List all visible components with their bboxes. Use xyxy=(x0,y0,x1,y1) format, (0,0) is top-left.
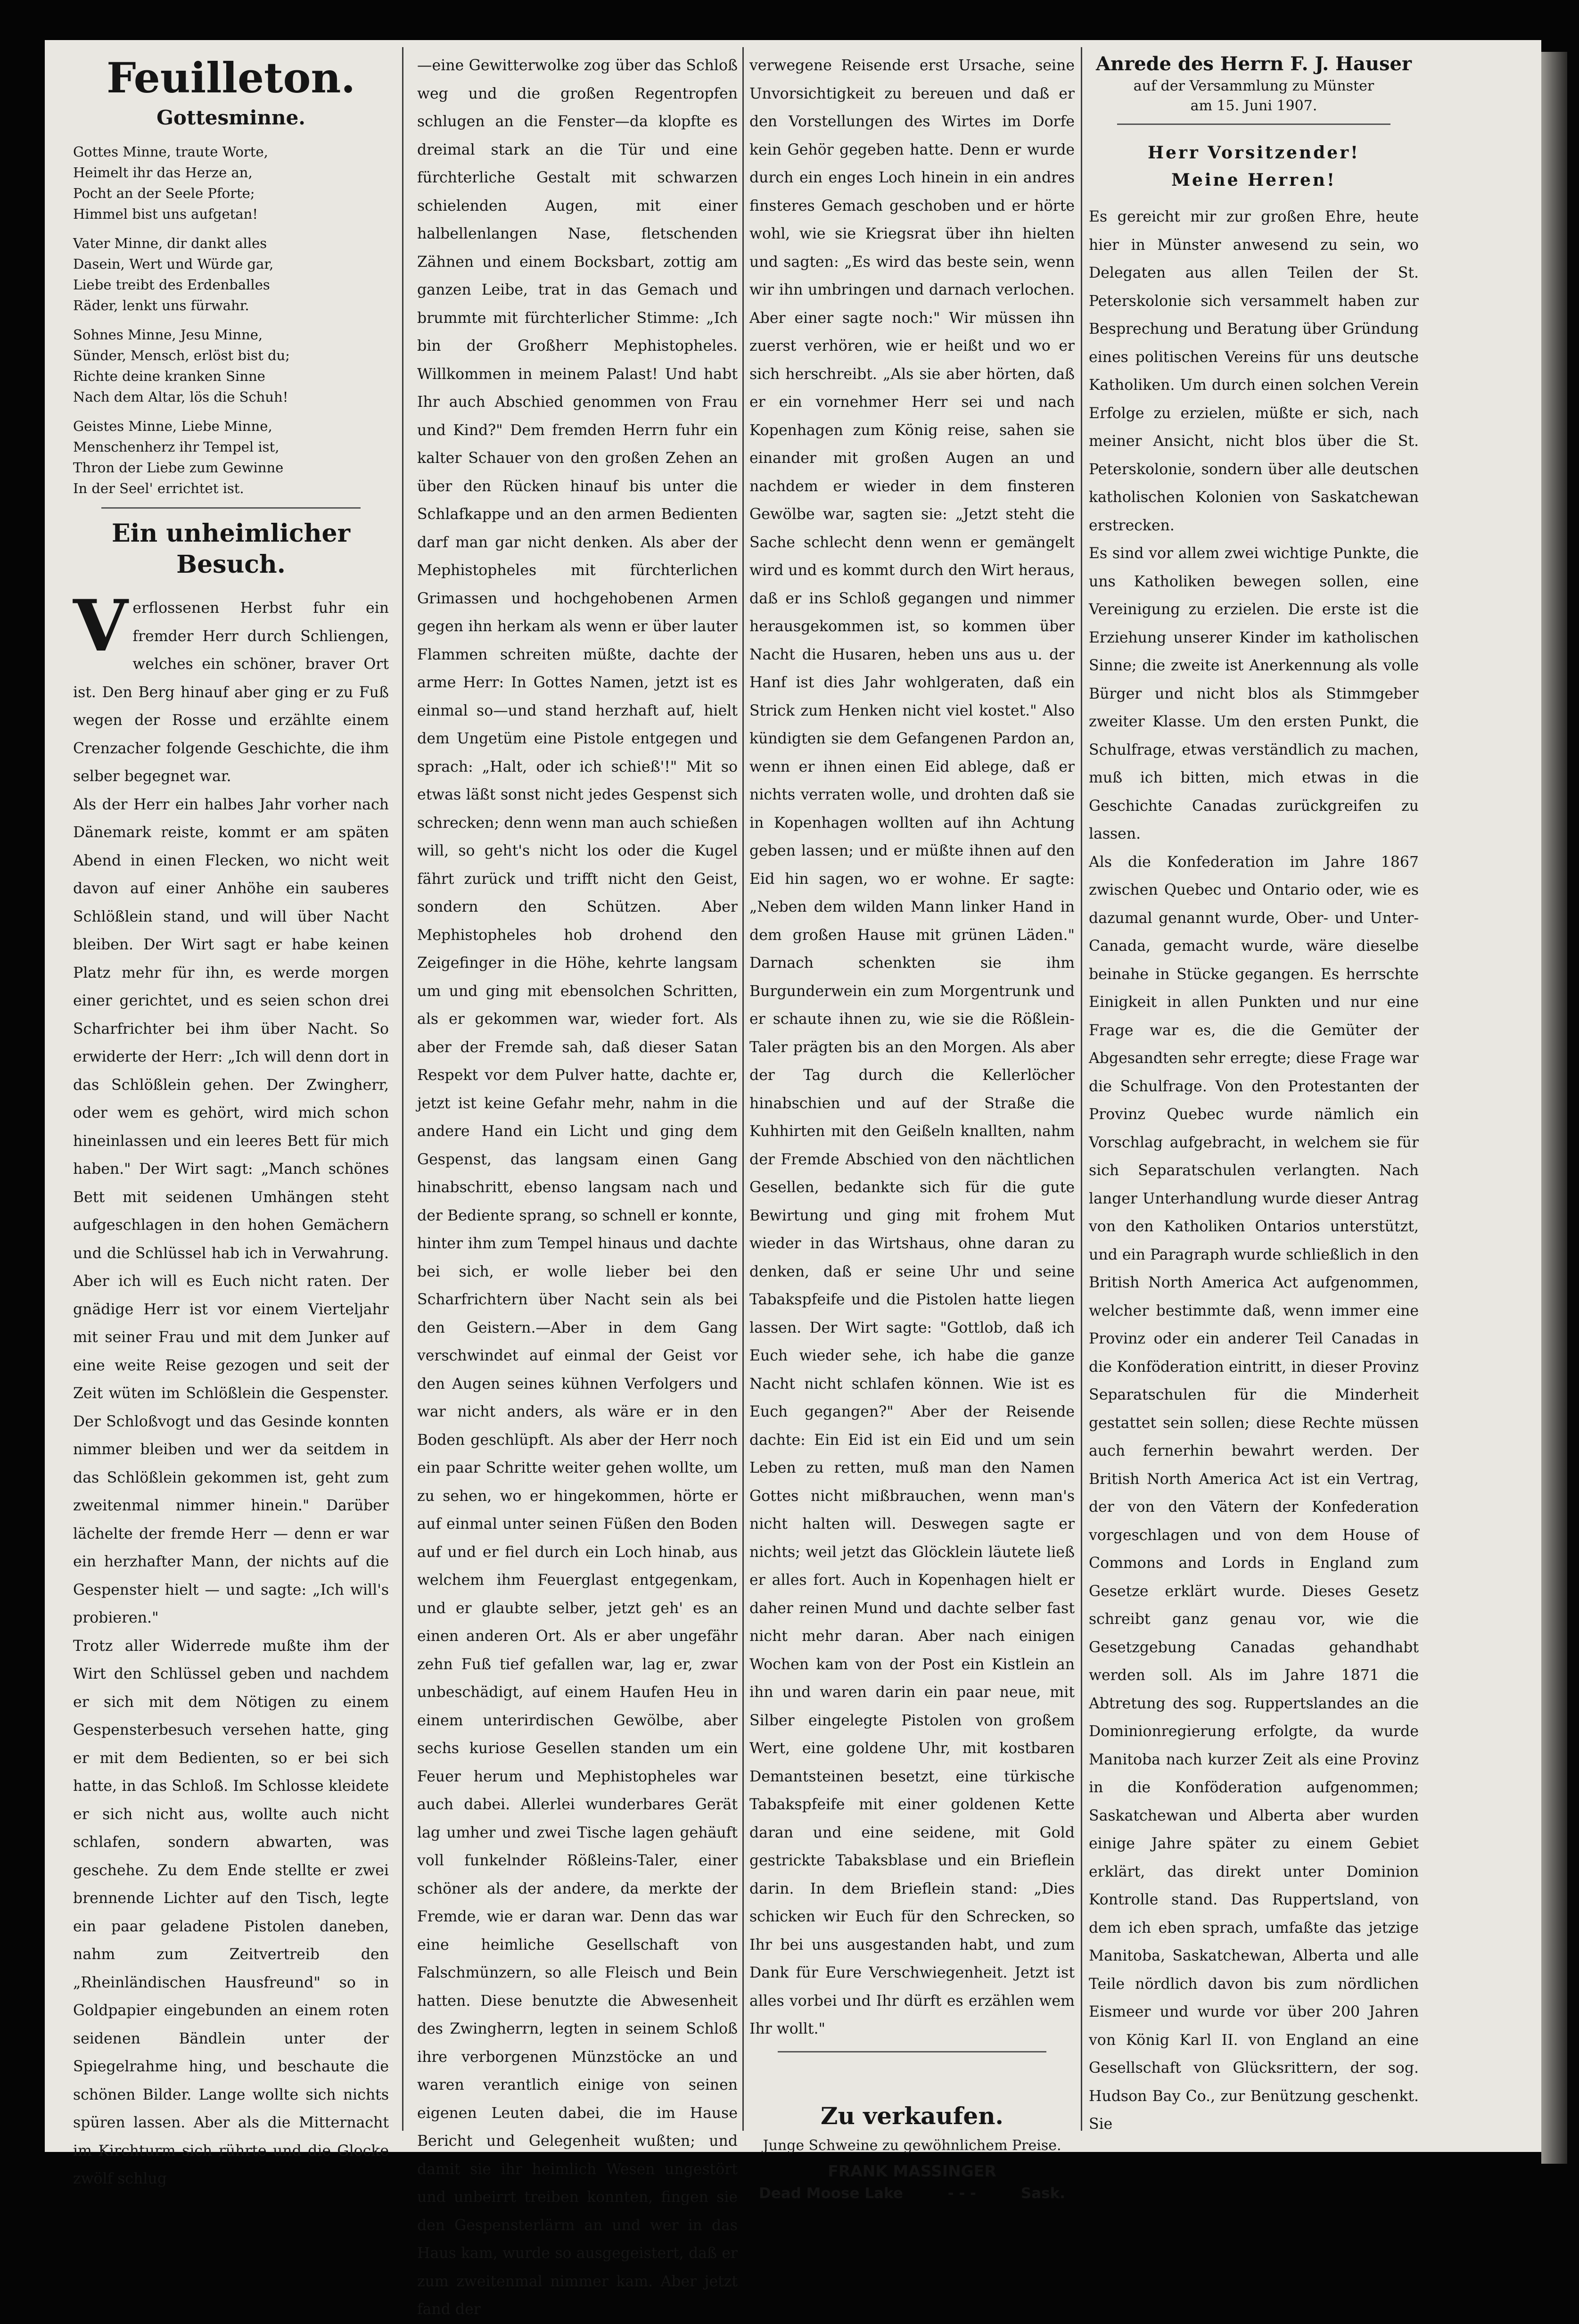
column-4 xyxy=(1089,52,1419,2133)
poem-stanza: Gottes Minne, traute Worte, Heimelt ihr das Herze an, Pocht an der Seele Pforte; Himmel bist uns aufgetan! xyxy=(73,144,268,222)
column-rule xyxy=(742,47,744,2131)
sale-seller-name: FRANK MASSINGER xyxy=(828,2161,996,2180)
sale-location xyxy=(759,2185,1065,2202)
newspaper-page xyxy=(45,40,1541,2318)
sale-description: Junge Schweine zu gewöhnlichem Preise. xyxy=(763,2137,1061,2154)
column-3 xyxy=(749,52,1075,2202)
poem-stanza: Sohnes Minne, Jesu Minne, Sünder, Mensch, erlöst bist du; Richte deine kranken Sinne Nach dem Altar, lös die Schuh! xyxy=(73,327,290,405)
poem-stanza: Geistes Minne, Liebe Minne, Menschenherz ihr Tempel ist, Thron der Liebe zum Gewinne In der Seel' errichtet ist. xyxy=(73,418,284,496)
feuilleton-title: Feuilleton. xyxy=(107,53,355,102)
story-body xyxy=(73,585,389,2193)
column-2 xyxy=(417,52,738,2318)
sale-heading: Zu verkaufen. xyxy=(821,2101,1003,2130)
speech-date: am 15. Juni 1907. xyxy=(1190,98,1317,114)
speech-salutation xyxy=(1089,139,1419,194)
salutation-line: Meine Herren! xyxy=(1171,170,1336,190)
story-dropcap: V xyxy=(73,585,128,668)
story-text: erflossenen Herbst fuhr ein fremder Herr durch Schliengen, welches ein schöner, braver Ort ist. Den Berg hinauf aber ging er zu Fuß wegen der Rosse und erzählte einem Crenzacher folgende Geschichte, die ihm selber begegnet war. Als der Herr ein halbes Jahr vorher nach Dänemark reiste, kommt er am späten Abend in einen Flecken, wo nicht weit davon auf einer Anhöhe ein sauberes Schlößlein stand, und will über Nacht bleiben. Der Wirt sagt er habe keinen Platz mehr für ihn, es werde morgen einer gerichtet, und es seien schon drei Scharfrichter bei ihm über Nacht. So erwiderte der Herr: „Ich will denn dort in das Schlößlein gehen. Der Zwingherr, oder wem es gehört, wird mich schon hineinlassen und ein leeres Bett für mich haben." Der Wirt sagt: „Manch schönes Bett mit seidenen Umhängen steht aufgeschlagen in den hohen Gemächern und die Schlüssel hab ich in Verwahrung. Aber ich will es Euch nicht raten. Der gnädige Herr ist vor einem Vierteljahr mit seiner Frau und mit dem Junker auf eine weite Reise gezogen und seit der Zeit wüten im Schlößlein die Gespenster. Der Schloßvogt und das Gesinde konnten nimmer bleiben und wer da seitdem in das Schlößlein gekommen ist, geht zum zweitenmal nimmer hinein." Darüber lächelte der fremde Herr — denn er war ein herzhafter Mann, der nichts auf die Gespenster hielt — und sagte: „Ich will's probieren." Trotz aller Widerrede mußte ihm der Wirt den Schlüssel geben und nachdem er sich mit dem Nötigen zu einem Gespensterbesuch versehen hatte, ging er mit dem Bedienten, so er bei sich hatte, in das Schloß. Im Schlosse kleidete er sich nicht aus, wollte auch nicht schlafen, sondern abwarten, was geschehe. Zu dem Ende stellte er zwei brennende Lichter auf den Tisch, legte ein paar geladene Pistolen daneben, nahm zum Zeitvertreib den „Rheinländischen Hausfreund" so in Goldpapier eingebunden an einem roten seidenen Bändlein unter der Spiegelrahme hing, und beschaute die schönen Bilder. Lange wollte sich nichts spüren lassen. Aber als die Mitternacht im Kirchturm sich rührte und die Glocke zwölf schlug xyxy=(73,600,389,2187)
poem-stanza: Vater Minne, dir dankt alles Dasein, Wert und Würde gar, Liebe treibt des Erdenballes Räder, lenkt uns fürwahr. xyxy=(73,235,274,313)
sale-advertisement xyxy=(749,2100,1075,2202)
story-conclusion-text: verwegene Reisende erst Ursache, seine Unvorsichtigkeit zu bereuen und daß er den Vorstellungen des Wirtes im Dorfe kein Gehör gegeben hatte. Denn er wurde durch ein enges Loch hinein in ein andres finsteres Gemach geschoben und er hörte wohl, wie sie Kriegsrat über ihn hielten und sagten: „Es wird das beste sein, wenn wir ihn umbringen und darnach verlochen. Aber einer sagte noch:" Wir müssen ihn zuerst verhören, wie er heißt und wo er sich herschreibt. „Als sie aber hörten, daß er ein vornehmer Herr sei und nach Kopenhagen zum König reise, sahen sie einander mit großen Augen an und nachdem er wieder in dem finsteren Gewölbe war, sagten sie: „Jetzt steht die Sache schlecht denn wenn er gemängelt wird und es kommt durch den Wirt heraus, daß er ins Schloß gegangen und nimmer herausgekommen ist, so kommen über Nacht die Husaren, heben uns aus u. der Hanf ist dies Jahr wohlgeraten, daß ein Strick zum Henken nicht viel kostet." Also kündigten sie dem Gefangenen Pardon an, wenn er ihnen einen Eid ablege, daß er nichts verraten wolle, und drohten daß sie in Kopenhagen wollten auf ihn Achtung geben lassen; und er müßte ihnen auf den Eid hin sagen, wo er wohne. Er sagte: „Neben dem wilden Mann linker Hand in dem großen Hause mit grünen Läden." Darnach schenkten sie ihm Burgunderwein ein zum Morgentrunk und er schaute ihnen zu, wie sie die Rößlein-Taler prägten bis an den Morgen. Als aber der Tag durch die Kellerlöcher hinabschien und auf der Straße die Kuhhirten mit den Geißeln knallten, nahm der Fremde Abschied von den nächtlichen Gesellen, bedankte sich für die gute Bewirtung und ging mit frohem Mut wieder in das Wirtshaus, ohne daran zu denken, daß er seine Uhr und seine Tabakspfeife und die Pistolen hatte liegen lassen. Der Wirt sagte: "Gottlob, daß ich Euch wieder sehe, ich habe die ganze Nacht nicht schlafen können. Wie ist es Euch gegangen?" Aber der Reisende dachte: Ein Eid ist ein Eid und um sein Leben zu retten, muß man den Namen Gottes nicht mißbrauchen, wenn man's nicht halten will. Deswegen sagte er nichts; weil jetzt das Glöcklein läutete ließ er alles fort. Auch in Kopenhagen hielt er daher reinen Mund und dachte selber fast nicht mehr daran. Aber nach einigen Wochen kam von der Post ein Kistlein an ihn und waren darin ein paar neue, mit Silber eingelegte Pistolen von großem Wert, eine goldene Uhr, mit kostbaren Demantsteinen besetzt, eine türkische Tabakspfeife mit einer goldenen Kette daran und eine seidene, mit Gold gestrickte Tabaksblase und ein Brieflein darin. In dem Brieflein stand: „Dies schicken wir Euch für den Schrecken, so Ihr bei uns ausgestanden habt, und zum Dank für Eure Verschwiegenheit. Jetzt ist alles vorbei und Ihr dürft es erzählen wem Ihr wollt." xyxy=(749,57,1075,2037)
column-rule xyxy=(1081,47,1082,2131)
speech-subheading: auf der Versammlung zu Münster xyxy=(1133,78,1374,94)
story-continuation-text: —eine Gewitterwolke zog über das Schloß weg und die großen Regentropfen schlugen an die Fenster—da klopfte es dreimal stark an die Tür und eine fürchterliche Gestalt mit schwarzen schielenden Augen, mit einer halbellenlangen Nase, fletschenden Zähnen und einem Bocksbart, zottig am ganzen Leibe, trat in das Gemach und brummte mit fürchterlicher Stimme: „Ich bin der Großherr Mephistopheles. Willkommen in meinem Palast! Und habt Ihr auch Abschied genommen von Frau und Kind?" Dem fremden Herrn fuhr ein kalter Schauer von den großen Zehen an über den Rücken hinauf bis unter die Schlafkappe und an den armen Bedienten darf man gar nicht denken. Als aber der Mephistopheles mit fürchterlichen Grimassen und hochgehobenen Armen gegen ihn herkam als wenn er über lauter Flammen schreiten müßte, dachte der arme Herr: In Gottes Namen, jetzt ist es einmal so—und stand herzhaft auf, hielt dem Ungetüm eine Pistole entgegen und sprach: „Halt, oder ich schieß'!" Mit so etwas läßt sonst nicht jedes Gespenst sich schrecken; denn wenn man auch schießen will, so geht's nicht los oder die Kugel fährt zurück und trifft nicht den Geist, sondern den Schützen. Aber Mephistopheles hob drohend den Zeigefinger in die Höhe, kehrte langsam um und ging mit ebensolchen Schritten, als er gekommen war, wieder fort. Als aber der Fremde sah, daß dieser Satan Respekt vor dem Pulver hatte, dachte er, jetzt ist keine Gefahr mehr, nahm in die andere Hand ein Licht und ging dem Gespenst, das langsam einen Gang hinabschritt, ebenso langsam nach und der Bediente sprang, so schnell er konnte, hinter ihm zum Tempel hinaus und dachte bei sich, er wolle lieber bei den Scharfrichtern über Nacht sein als bei den Geistern.—Aber in dem Gang verschwindet auf einmal der Geist vor den Augen seines kühnen Verfolgers und war nicht anders, als wäre er in den Boden geschlüpft. Als aber der Herr noch ein paar Schritte weiter gehen wollte, um zu sehen, wo er hingekommen, hörte er auf einmal unter seinen Füßen den Boden auf und er fiel durch ein Loch hinab, aus welchem ihm Feuerglast entgegenkam, und er glaubte selber, jetzt geh' es an einen anderen Ort. Als er aber ungefähr zehn Fuß tief gefallen war, lag er, zwar unbeschädigt, auf einem Haufen Heu in einem unterirdischen Gewölbe, aber sechs kuriose Gesellen standen um ein Feuer herum und Mephistopheles war auch dabei. Allerlei wunderbares Gerät lag umher und zwei Tische lagen gehäuft voll funkelnder Rößleins-Taler, einer schöner als der andere, da merkte der Fremde, wie er daran war. Denn das war eine heimliche Gesellschaft von Falschmünzern, so alle Fleisch und Bein hatten. Diese benutzte die Abwesenheit des Zwingherrn, legten in seinem Schloß ihre verborgenen Münzstöcke an und waren verantlich einige von seinen eigenen Leuten dabei, die im Hause Bericht und Gelegenheit wußten; und damit sie ihr heimlich Wesen ungestört und unbeirrt treiben konnten, fingen sie den Gespensterlärm an und wer in das Haus kam, wurde so ausgegeistert, daß er zum zweitenmal nimmer kam. Aber jetzt fand der xyxy=(417,57,738,2318)
speech-heading: Anrede des Herrn F. J. Hauser xyxy=(1096,53,1412,75)
page-edge-shadow xyxy=(1541,52,1567,2164)
section-divider xyxy=(101,507,361,509)
poem-title: Gottesminne. xyxy=(156,106,305,129)
column-1 xyxy=(73,52,389,2187)
sale-location-dashes: - - - xyxy=(947,2184,976,2202)
speech-text: Es gereicht mir zur großen Ehre, heute hier in Münster anwesend zu sein, wo Delegaten aus allen Teilen der St. Peterskolonie sich versammelt haben zur Besprechung und Beratung über Gründung eines politischen Vereins für uns deutsche Katholiken. Um durch einen solchen Verein Erfolge zu erzielen, müßte er sich, nach meiner Ansicht, nicht blos über die St. Peterskolonie, sondern über alle deutschen katholischen Kolonien von Saskatchewan erstrecken. Es sind vor allem zwei wichtige Punkte, die uns Katholiken bewegen sollen, eine Vereinigung zu erzielen. Die erste ist die Erziehung unserer Kinder im katholischen Sinne; die zweite ist Anerkennung als volle Bürger und nicht blos als Stimmgeber zweiter Klasse. Um den ersten Punkt, die Schulfrage, etwas verständlich zu machen, muß ich bitten, mich etwas in die Geschichte Canadas zurückgreifen zu lassen. Als die Konfederation im Jahre 1867 zwischen Quebec und Ontario oder, wie es dazumal genannt wurde, Ober- und Unter-Canada, gemacht wurde, wäre dieselbe beinahe in Stücke gegangen. Es herrschte Einigkeit in allen Punkten und nur eine Frage war es, die die Gemüter der Abgesandten sehr erregte; diese Frage war die Schulfrage. Von den Protestanten der Provinz Quebec wurde nämlich ein Vorschlag aufgebracht, in welchem sie für sich Separatschulen verlangten. Nach langer Unterhandlung wurde dieser Antrag von den Katholiken Ontarios unterstützt, und ein Paragraph wurde schließlich in den British North America Act aufgenommen, welcher bestimmte daß, wenn immer eine Provinz oder ein anderer Teil Canadas in die Konföderation eintritt, in dieser Provinz Separatschulen für die Minderheit gestattet sein sollen; diese Rechte müssen auch fernerhin bewahrt werden. Der British North America Act ist ein Vertrag, der von den Vätern der Konfederation vorgeschlagen und von dem House of Commons and Lords in England zum Gesetze erklärt wurde. Dieses Gesetz schreibt ganz genau vor, wie die Gesetzgebung Canadas gehandhabt werden soll. Als im Jahre 1871 die Abtretung des sog. Ruppertslandes an die Dominionregierung erfolgte, da wurde Manitoba nach kurzer Zeit als eine Provinz in die Konföderation aufgenommen; Saskatchewan und Alberta aber wurden einige Jahre später zu einem Gebiet erklärt, das direkt unter Dominion Kontrolle stand. Das Ruppertsland, von dem ich eben sprach, umfaßte das jetzige Manitoba, Saskatchewan, Alberta und alle Teile nördlich davon bis zum nördlichen Eismeer und wurde vor über 200 Jahren von König Karl II. von England an eine Gesellschaft von Glücksrittern, der sog. Hudson Bay Co., zur Benützung geschenkt. Sie xyxy=(1089,208,1419,2133)
sale-location-name: Dead Moose Lake xyxy=(759,2184,903,2202)
column-rule xyxy=(402,47,403,2131)
salutation-line: Herr Vorsitzender! xyxy=(1148,143,1360,163)
section-divider xyxy=(778,2051,1046,2052)
story-title: Ein unheimlicher Besuch. xyxy=(111,519,351,579)
section-divider xyxy=(1117,124,1390,125)
sale-location-province: Sask. xyxy=(1020,2184,1065,2202)
